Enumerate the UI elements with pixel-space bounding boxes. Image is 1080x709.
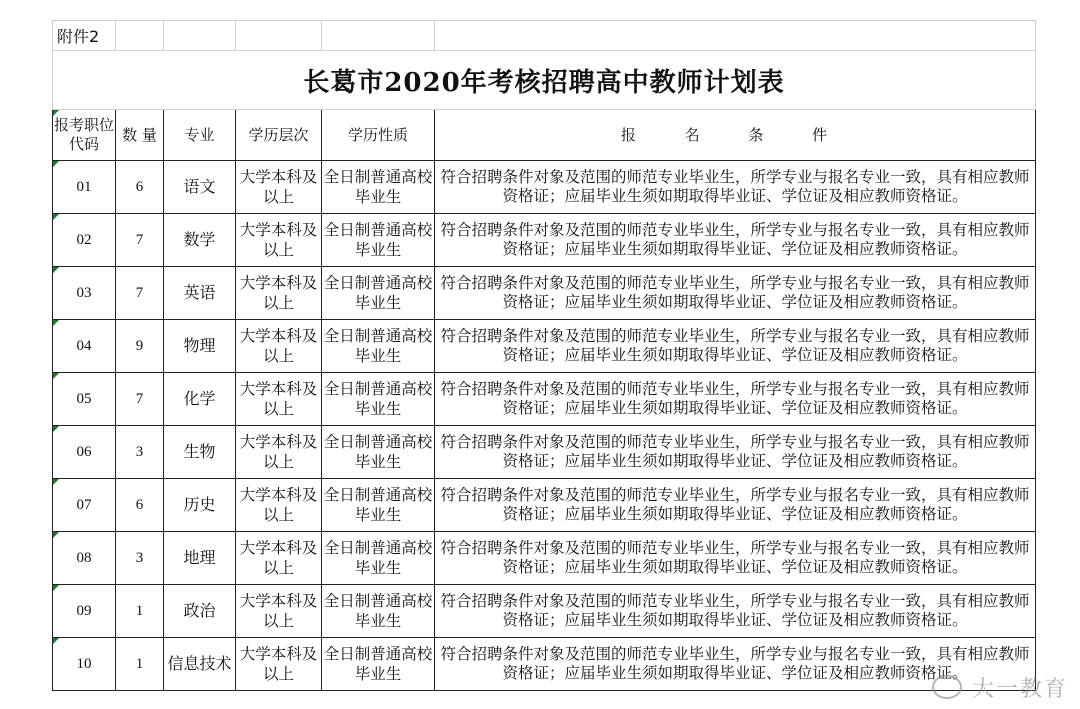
cell-marker-icon [53, 214, 59, 220]
cell-marker-icon [53, 267, 59, 273]
table-row [53, 532, 1036, 585]
cell-edu-level[interactable]: 大学本科及以上 [236, 638, 322, 691]
cell-edu-level[interactable]: 大学本科及以上 [236, 214, 322, 267]
cell-major[interactable]: 化学 [164, 373, 236, 426]
cell-marker-icon [53, 585, 59, 591]
header-code[interactable]: 报考职位代码 [53, 110, 116, 161]
cell-edu-nature[interactable]: 全日制普通高校毕业生 [322, 585, 435, 638]
cell-conditions[interactable]: 符合招聘条件对象及范围的师范专业毕业生，所学专业与报名专业一致，具有相应教师资格证；应届毕业生须如期取得毕业证、学位证及相应教师资格证。 [435, 638, 1036, 691]
cell-conditions[interactable]: 符合招聘条件对象及范围的师范专业毕业生，所学专业与报名专业一致，具有相应教师资格证；应届毕业生须如期取得毕业证、学位证及相应教师资格证。 [435, 532, 1036, 585]
cell-conditions[interactable]: 符合招聘条件对象及范围的师范专业毕业生，所学专业与报名专业一致，具有相应教师资格证；应届毕业生须如期取得毕业证、学位证及相应教师资格证。 [435, 585, 1036, 638]
table-row [53, 638, 1036, 691]
table-row [53, 161, 1036, 214]
cell-count[interactable]: 9 [116, 320, 164, 373]
table-row [53, 373, 1036, 426]
empty-cell[interactable] [164, 21, 236, 51]
cell-edu-level[interactable]: 大学本科及以上 [236, 426, 322, 479]
cell-major[interactable]: 语文 [164, 161, 236, 214]
cell-conditions[interactable]: 符合招聘条件对象及范围的师范专业毕业生，所学专业与报名专业一致，具有相应教师资格证；应届毕业生须如期取得毕业证、学位证及相应教师资格证。 [435, 426, 1036, 479]
header-edu-nature[interactable]: 学历性质 [322, 110, 435, 161]
cell-edu-level[interactable]: 大学本科及以上 [236, 161, 322, 214]
cell-major[interactable]: 数学 [164, 214, 236, 267]
cell-count[interactable]: 6 [116, 161, 164, 214]
table-row [53, 585, 1036, 638]
cell-marker-icon [53, 479, 59, 485]
cell-marker-icon [53, 161, 59, 167]
empty-cell[interactable] [236, 21, 322, 51]
header-edu-level[interactable]: 学历层次 [236, 110, 322, 161]
cell-code[interactable]: 04 [53, 320, 116, 373]
table-row [53, 479, 1036, 532]
cell-count[interactable]: 1 [116, 638, 164, 691]
cell-count[interactable]: 3 [116, 426, 164, 479]
cell-count[interactable]: 1 [116, 585, 164, 638]
cell-count[interactable]: 7 [116, 214, 164, 267]
cell-edu-nature[interactable]: 全日制普通高校毕业生 [322, 320, 435, 373]
cell-edu-level[interactable]: 大学本科及以上 [236, 532, 322, 585]
cell-major[interactable]: 信息技术 [164, 638, 236, 691]
table-row [53, 426, 1036, 479]
cell-code[interactable]: 08 [53, 532, 116, 585]
cell-conditions[interactable]: 符合招聘条件对象及范围的师范专业毕业生，所学专业与报名专业一致，具有相应教师资格证；应届毕业生须如期取得毕业证、学位证及相应教师资格证。 [435, 214, 1036, 267]
table-row [53, 214, 1036, 267]
cell-count[interactable]: 3 [116, 532, 164, 585]
cell-major[interactable]: 物理 [164, 320, 236, 373]
watermark: 大一教育 [971, 677, 1068, 702]
header-conditions[interactable]: 报 名 条 件 [435, 110, 1036, 161]
cell-edu-level[interactable]: 大学本科及以上 [236, 267, 322, 320]
cell-conditions[interactable]: 符合招聘条件对象及范围的师范专业毕业生，所学专业与报名专业一致，具有相应教师资格证；应届毕业生须如期取得毕业证、学位证及相应教师资格证。 [435, 373, 1036, 426]
table-title[interactable]: 长葛市2020年考核招聘高中教师计划表 [53, 51, 1036, 110]
cell-major[interactable]: 地理 [164, 532, 236, 585]
cell-code[interactable]: 01 [53, 161, 116, 214]
empty-cell[interactable] [322, 21, 435, 51]
cell-edu-nature[interactable]: 全日制普通高校毕业生 [322, 161, 435, 214]
cell-marker-icon [53, 373, 59, 379]
cell-major[interactable]: 英语 [164, 267, 236, 320]
cell-edu-nature[interactable]: 全日制普通高校毕业生 [322, 479, 435, 532]
cell-code[interactable]: 06 [53, 426, 116, 479]
cell-edu-nature[interactable]: 全日制普通高校毕业生 [322, 267, 435, 320]
cell-code[interactable]: 10 [53, 638, 116, 691]
cell-count[interactable]: 7 [116, 373, 164, 426]
empty-cell[interactable] [435, 21, 1036, 51]
cell-edu-level[interactable]: 大学本科及以上 [236, 373, 322, 426]
cell-code[interactable]: 03 [53, 267, 116, 320]
cell-edu-nature[interactable]: 全日制普通高校毕业生 [322, 426, 435, 479]
cell-edu-nature[interactable]: 全日制普通高校毕业生 [322, 532, 435, 585]
cell-conditions[interactable]: 符合招聘条件对象及范围的师范专业毕业生，所学专业与报名专业一致，具有相应教师资格证；应届毕业生须如期取得毕业证、学位证及相应教师资格证。 [435, 320, 1036, 373]
cell-conditions[interactable]: 符合招聘条件对象及范围的师范专业毕业生，所学专业与报名专业一致，具有相应教师资格证；应届毕业生须如期取得毕业证、学位证及相应教师资格证。 [435, 161, 1036, 214]
cell-code[interactable]: 07 [53, 479, 116, 532]
cell-edu-nature[interactable]: 全日制普通高校毕业生 [322, 638, 435, 691]
cell-edu-nature[interactable]: 全日制普通高校毕业生 [322, 214, 435, 267]
title-row [53, 51, 1036, 110]
cell-count[interactable]: 6 [116, 479, 164, 532]
cell-conditions[interactable]: 符合招聘条件对象及范围的师范专业毕业生，所学专业与报名专业一致，具有相应教师资格证；应届毕业生须如期取得毕业证、学位证及相应教师资格证。 [435, 479, 1036, 532]
cell-count[interactable]: 7 [116, 267, 164, 320]
spreadsheet [52, 20, 1035, 691]
cell-edu-nature[interactable]: 全日制普通高校毕业生 [322, 373, 435, 426]
cell-edu-level[interactable]: 大学本科及以上 [236, 585, 322, 638]
plan-table [52, 20, 1036, 691]
header-count[interactable]: 数 量 [116, 110, 164, 161]
attachment-row [53, 21, 1036, 51]
cell-code[interactable]: 09 [53, 585, 116, 638]
header-major[interactable]: 专业 [164, 110, 236, 161]
cell-edu-level[interactable]: 大学本科及以上 [236, 320, 322, 373]
cell-code[interactable]: 05 [53, 373, 116, 426]
table-row [53, 267, 1036, 320]
cell-marker-icon [53, 638, 59, 644]
cell-edu-level[interactable]: 大学本科及以上 [236, 479, 322, 532]
cell-major[interactable]: 生物 [164, 426, 236, 479]
header-row [53, 110, 1036, 161]
cell-marker-icon [53, 320, 59, 326]
attachment-label[interactable]: 附件2 [53, 21, 116, 51]
cell-marker-icon [53, 426, 59, 432]
cell-marker-icon [53, 532, 59, 538]
table-body [53, 110, 1036, 691]
cell-conditions[interactable]: 符合招聘条件对象及范围的师范专业毕业生，所学专业与报名专业一致，具有相应教师资格证；应届毕业生须如期取得毕业证、学位证及相应教师资格证。 [435, 267, 1036, 320]
cell-marker-icon [53, 110, 59, 116]
cell-code[interactable]: 02 [53, 214, 116, 267]
table-row [53, 320, 1036, 373]
weibo-logo-icon [932, 675, 962, 699]
cell-major[interactable]: 历史 [164, 479, 236, 532]
empty-cell[interactable] [116, 21, 164, 51]
cell-major[interactable]: 政治 [164, 585, 236, 638]
